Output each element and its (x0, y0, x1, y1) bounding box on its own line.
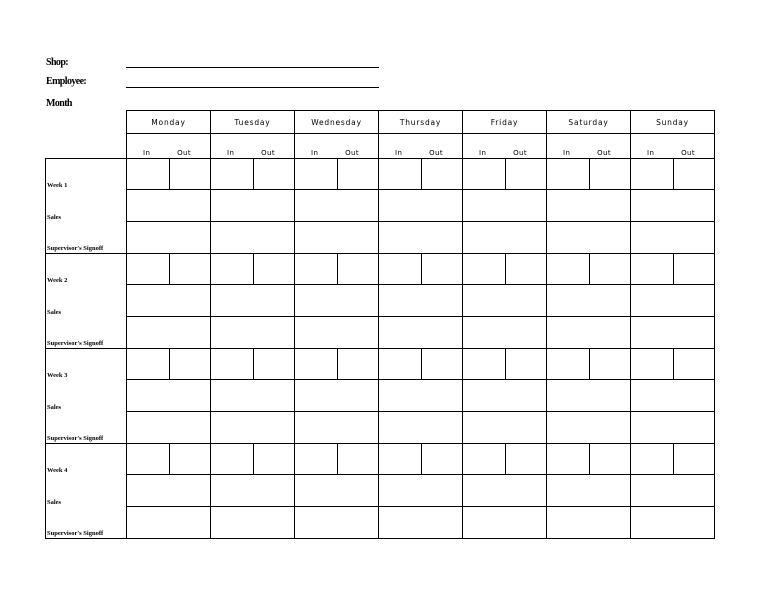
in-header: In (463, 134, 506, 159)
month-label: Month (46, 98, 72, 109)
sales-cell[interactable] (631, 190, 715, 222)
signoff-cell[interactable] (631, 412, 715, 444)
signoff-cell[interactable] (211, 507, 295, 539)
out-header: Out (338, 134, 379, 159)
signoff-cell[interactable] (379, 222, 463, 254)
sales-cell[interactable] (379, 475, 463, 507)
week-label: Week 1 (46, 159, 127, 190)
time-out-cell[interactable] (338, 349, 379, 380)
time-in-cell[interactable] (211, 254, 254, 285)
sales-cell[interactable] (295, 475, 379, 507)
sales-cell[interactable] (463, 475, 547, 507)
signoff-label: Supervisor's Signoff (46, 222, 127, 254)
out-header: Out (254, 134, 295, 159)
week-row (46, 349, 715, 380)
signoff-cell[interactable] (127, 222, 211, 254)
time-in-cell[interactable] (295, 349, 338, 380)
signoff-cell[interactable] (295, 222, 379, 254)
day-header-thursday: Thursday (379, 111, 463, 134)
sales-cell[interactable] (379, 285, 463, 317)
time-out-cell[interactable] (254, 254, 295, 285)
signoff-row (46, 507, 715, 539)
time-in-cell[interactable] (127, 349, 170, 380)
sales-cell[interactable] (127, 285, 211, 317)
time-in-cell[interactable] (547, 159, 590, 190)
sales-cell[interactable] (295, 190, 379, 222)
signoff-cell[interactable] (379, 317, 463, 349)
signoff-cell[interactable] (463, 317, 547, 349)
time-out-cell[interactable] (506, 444, 547, 475)
out-header: Out (422, 134, 463, 159)
time-in-cell[interactable] (547, 444, 590, 475)
sales-cell[interactable] (211, 475, 295, 507)
signoff-cell[interactable] (211, 317, 295, 349)
time-in-cell[interactable] (631, 444, 674, 475)
sales-label: Sales (46, 475, 127, 507)
signoff-cell[interactable] (547, 507, 631, 539)
signoff-cell[interactable] (547, 412, 631, 444)
sales-cell[interactable] (295, 285, 379, 317)
time-in-cell[interactable] (463, 159, 506, 190)
time-in-cell[interactable] (295, 159, 338, 190)
time-in-cell[interactable] (211, 159, 254, 190)
sales-cell[interactable] (547, 475, 631, 507)
out-header: Out (170, 134, 211, 159)
time-in-cell[interactable] (547, 254, 590, 285)
day-header-sunday: Sunday (631, 111, 715, 134)
day-header-friday: Friday (463, 111, 547, 134)
time-out-cell[interactable] (422, 349, 463, 380)
week-row (46, 159, 715, 190)
in-out-header-row (46, 134, 715, 159)
out-header: Out (506, 134, 547, 159)
sales-label: Sales (46, 285, 127, 317)
sales-row (46, 190, 715, 222)
time-in-cell[interactable] (379, 349, 422, 380)
time-out-cell[interactable] (506, 254, 547, 285)
signoff-cell[interactable] (547, 222, 631, 254)
time-in-cell[interactable] (211, 444, 254, 475)
day-header-monday: Monday (127, 111, 211, 134)
sales-row (46, 285, 715, 317)
time-in-cell[interactable] (211, 349, 254, 380)
in-header: In (211, 134, 254, 159)
time-in-cell[interactable] (631, 254, 674, 285)
time-in-cell[interactable] (379, 254, 422, 285)
sales-cell[interactable] (631, 285, 715, 317)
time-in-cell[interactable] (295, 254, 338, 285)
signoff-cell[interactable] (295, 317, 379, 349)
signoff-label: Supervisor's Signoff (46, 412, 127, 444)
sales-label: Sales (46, 380, 127, 412)
time-in-cell[interactable] (631, 349, 674, 380)
signoff-label: Supervisor's Signoff (46, 317, 127, 349)
time-out-cell[interactable] (674, 159, 715, 190)
time-in-cell[interactable] (631, 159, 674, 190)
time-out-cell[interactable] (674, 254, 715, 285)
time-out-cell[interactable] (422, 444, 463, 475)
time-out-cell[interactable] (170, 444, 211, 475)
time-out-cell[interactable] (590, 444, 631, 475)
sales-cell[interactable] (463, 285, 547, 317)
signoff-cell[interactable] (211, 412, 295, 444)
day-header-tuesday: Tuesday (211, 111, 295, 134)
time-out-cell[interactable] (170, 349, 211, 380)
time-out-cell[interactable] (170, 159, 211, 190)
time-out-cell[interactable] (674, 444, 715, 475)
employee-label: Employee: (46, 76, 87, 87)
signoff-cell[interactable] (463, 412, 547, 444)
day-header-saturday: Saturday (547, 111, 631, 134)
sales-cell[interactable] (547, 380, 631, 412)
week-row (46, 444, 715, 475)
time-in-cell[interactable] (127, 254, 170, 285)
time-in-cell[interactable] (463, 444, 506, 475)
sales-cell[interactable] (211, 190, 295, 222)
signoff-cell[interactable] (127, 317, 211, 349)
week-label: Week 2 (46, 254, 127, 285)
time-out-cell[interactable] (506, 349, 547, 380)
time-out-cell[interactable] (338, 159, 379, 190)
week-row (46, 254, 715, 285)
time-out-cell[interactable] (338, 254, 379, 285)
time-in-cell[interactable] (463, 254, 506, 285)
sales-cell[interactable] (127, 380, 211, 412)
sales-cell[interactable] (211, 285, 295, 317)
out-header: Out (590, 134, 631, 159)
signoff-row (46, 222, 715, 254)
time-out-cell[interactable] (422, 254, 463, 285)
time-in-cell[interactable] (463, 349, 506, 380)
sales-cell[interactable] (631, 475, 715, 507)
time-in-cell[interactable] (547, 349, 590, 380)
signoff-cell[interactable] (379, 507, 463, 539)
time-out-cell[interactable] (590, 349, 631, 380)
time-in-cell[interactable] (379, 444, 422, 475)
signoff-cell[interactable] (631, 222, 715, 254)
signoff-row (46, 317, 715, 349)
employee-field-line[interactable] (126, 87, 379, 88)
week-label: Week 3 (46, 349, 127, 380)
signoff-cell[interactable] (211, 222, 295, 254)
week-label: Week 4 (46, 444, 127, 475)
signoff-cell[interactable] (295, 412, 379, 444)
shop-field-line[interactable] (126, 67, 379, 68)
timesheet-grid (45, 110, 715, 539)
in-header: In (631, 134, 674, 159)
sales-cell[interactable] (295, 380, 379, 412)
sales-cell[interactable] (631, 380, 715, 412)
time-out-cell[interactable] (590, 159, 631, 190)
signoff-row (46, 412, 715, 444)
signoff-cell[interactable] (631, 507, 715, 539)
time-in-cell[interactable] (295, 444, 338, 475)
sales-cell[interactable] (463, 380, 547, 412)
sales-label: Sales (46, 190, 127, 222)
time-out-cell[interactable] (422, 159, 463, 190)
sales-cell[interactable] (463, 190, 547, 222)
time-out-cell[interactable] (254, 349, 295, 380)
signoff-cell[interactable] (631, 317, 715, 349)
in-header: In (127, 134, 170, 159)
time-out-cell[interactable] (674, 349, 715, 380)
time-in-cell[interactable] (127, 444, 170, 475)
signoff-cell[interactable] (127, 412, 211, 444)
time-out-cell[interactable] (170, 254, 211, 285)
sales-cell[interactable] (547, 190, 631, 222)
signoff-cell[interactable] (463, 507, 547, 539)
sales-cell[interactable] (127, 190, 211, 222)
day-header-row (46, 111, 715, 134)
time-in-cell[interactable] (379, 159, 422, 190)
signoff-cell[interactable] (127, 507, 211, 539)
signoff-cell[interactable] (547, 317, 631, 349)
in-header: In (295, 134, 338, 159)
sales-row (46, 475, 715, 507)
signoff-label: Supervisor's Signoff (46, 507, 127, 539)
day-header-wednesday: Wednesday (295, 111, 379, 134)
time-in-cell[interactable] (127, 159, 170, 190)
time-out-cell[interactable] (254, 159, 295, 190)
sales-cell[interactable] (379, 190, 463, 222)
signoff-cell[interactable] (463, 222, 547, 254)
signoff-cell[interactable] (379, 412, 463, 444)
sales-cell[interactable] (127, 475, 211, 507)
in-header: In (547, 134, 590, 159)
out-header: Out (674, 134, 715, 159)
sales-cell[interactable] (547, 285, 631, 317)
time-out-cell[interactable] (506, 159, 547, 190)
time-out-cell[interactable] (590, 254, 631, 285)
shop-label: Shop: (46, 57, 69, 68)
in-header: In (379, 134, 422, 159)
sales-cell[interactable] (211, 380, 295, 412)
sales-cell[interactable] (379, 380, 463, 412)
header-corner (46, 111, 127, 159)
time-out-cell[interactable] (338, 444, 379, 475)
signoff-cell[interactable] (295, 507, 379, 539)
time-out-cell[interactable] (254, 444, 295, 475)
sales-row (46, 380, 715, 412)
